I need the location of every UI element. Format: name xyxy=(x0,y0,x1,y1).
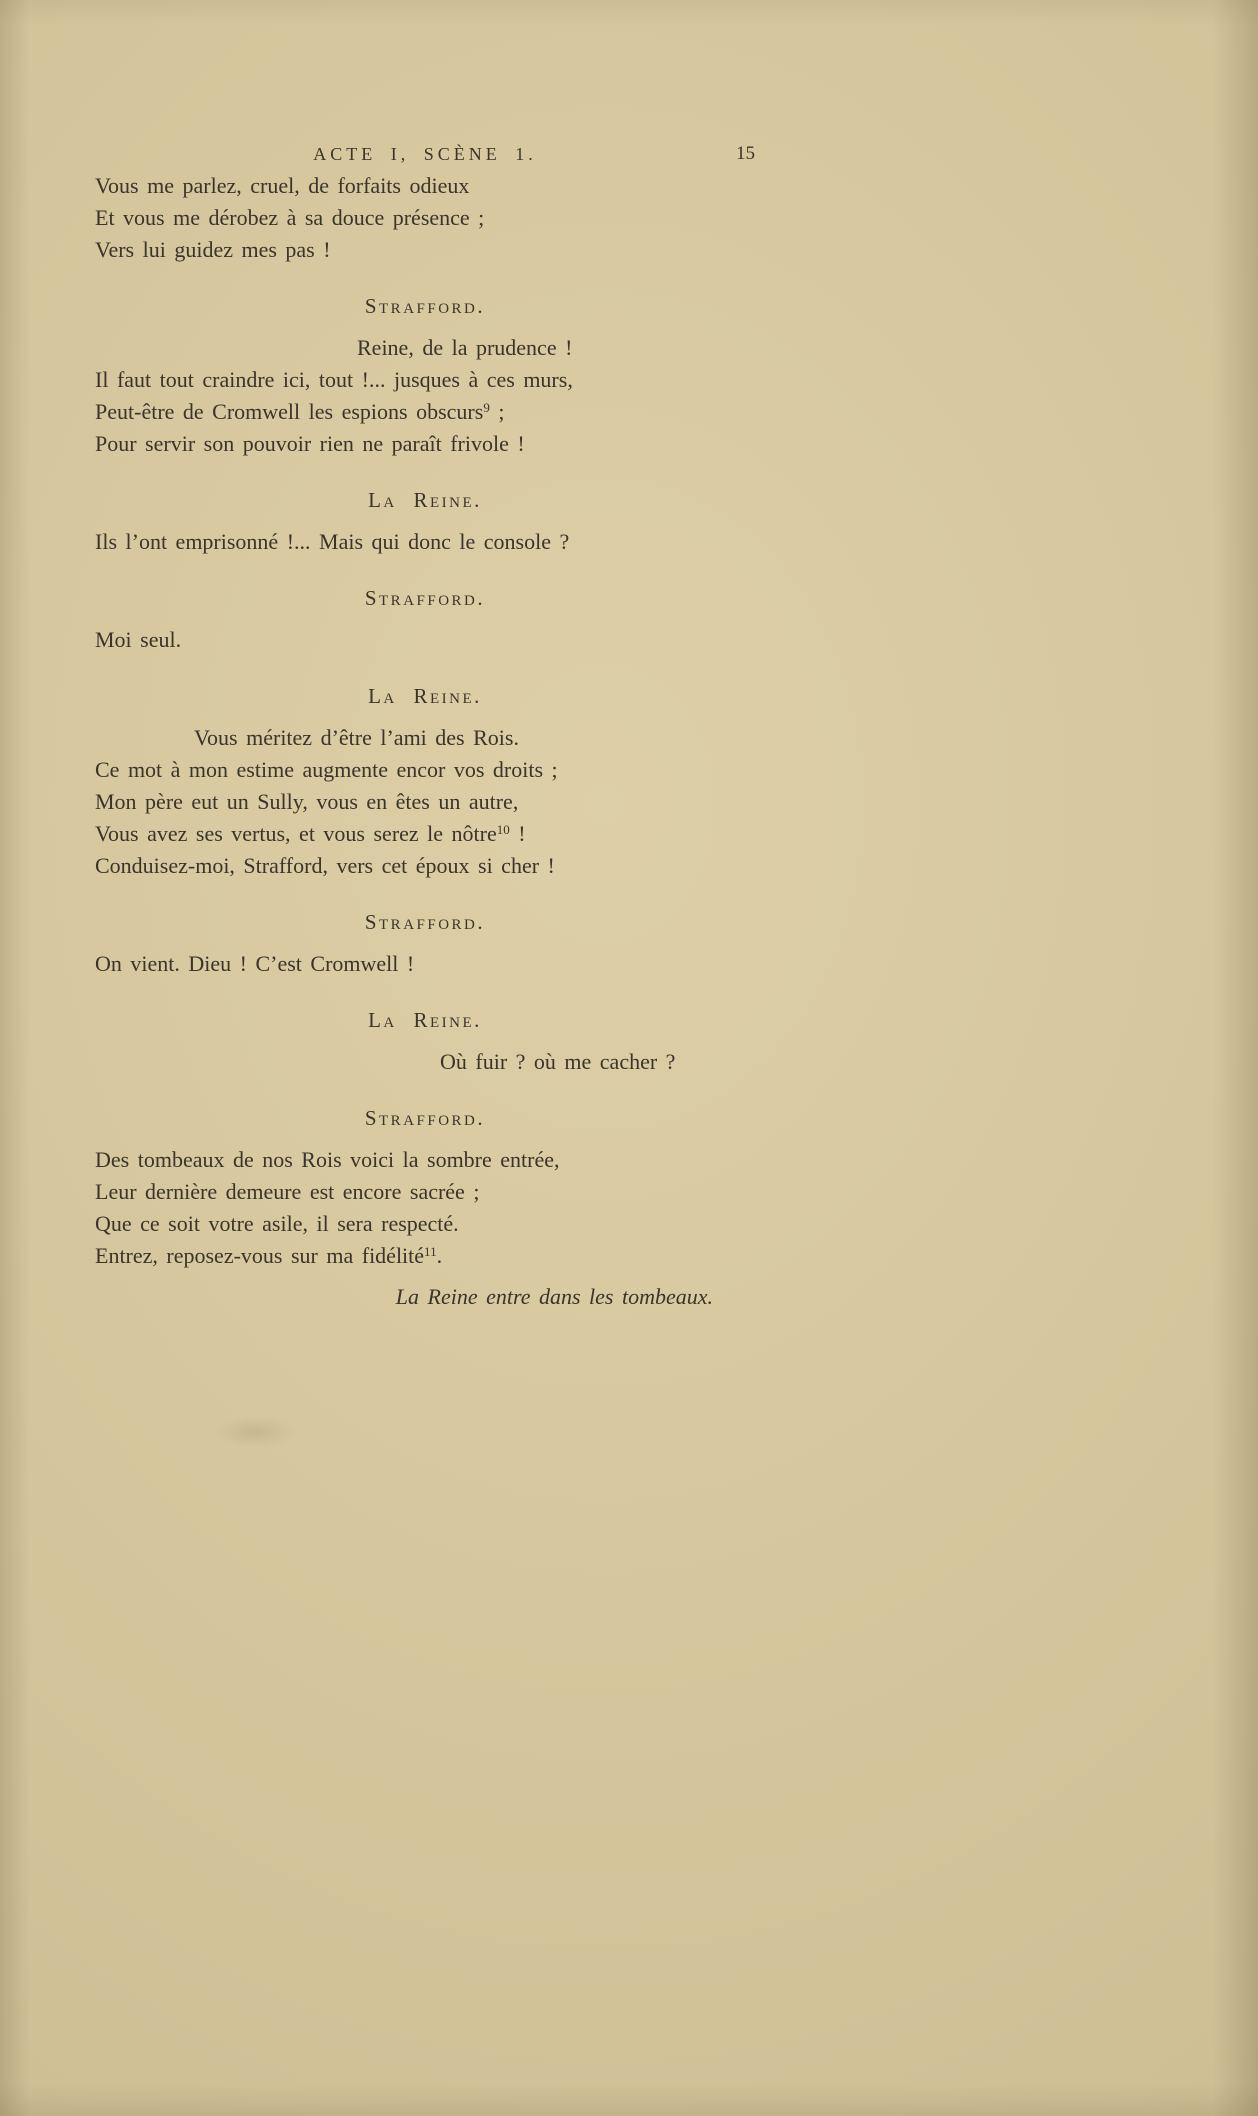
verse-text: ! xyxy=(509,821,526,846)
verse-line: Vous méritez d’être l’ami des Rois. xyxy=(194,725,519,750)
verse-line xyxy=(95,396,755,428)
speaker-name: Strafford. xyxy=(364,1106,486,1130)
verse-line: Moi seul. xyxy=(95,627,182,652)
verse-line: Et vous me dérobez à sa douce présence ; xyxy=(95,205,485,230)
verse-text: ; xyxy=(489,399,505,424)
verse-text: . xyxy=(436,1243,443,1268)
verse-line xyxy=(95,1240,755,1272)
verse-line: Où fuir ? où me cacher ? xyxy=(440,1049,676,1074)
verse-line: Il faut tout craindre ici, tout !... jusques à ces murs, xyxy=(95,367,573,392)
verse-line: Pour servir son pouvoir rien ne paraît frivole ! xyxy=(95,431,525,456)
speaker-name: Strafford. xyxy=(364,586,486,610)
speaker-name: La Reine. xyxy=(368,1008,482,1032)
speaker-name: La Reine. xyxy=(368,488,482,512)
running-head: ACTE I, SCÈNE 1. xyxy=(313,144,537,164)
verse-line: Ils l’ont emprisonné !... Mais qui donc le console ? xyxy=(95,529,570,554)
footnote-ref: 11 xyxy=(424,1244,437,1259)
speaker-name: La Reine. xyxy=(368,684,482,708)
stage-direction: La Reine entre dans les tombeaux. xyxy=(395,1284,713,1309)
verse-line: Vous me parlez, cruel, de forfaits odieux xyxy=(95,173,470,198)
verse-line: Reine, de la prudence ! xyxy=(357,335,573,360)
speaker-name: Strafford. xyxy=(364,910,486,934)
verse-line xyxy=(95,818,755,850)
verse-line: On vient. Dieu ! C’est Cromwell ! xyxy=(95,951,415,976)
verse-line: Des tombeaux de nos Rois voici la sombre entrée, xyxy=(95,1147,560,1172)
footnote-ref: 9 xyxy=(483,400,490,415)
verse-text: Vous avez ses vertus, et vous serez le nôtre xyxy=(95,821,497,846)
verse-text: Entrez, reposez-vous sur ma fidélité xyxy=(95,1243,425,1268)
page-number: 15 xyxy=(736,143,755,164)
verse-line: Vers lui guidez mes pas ! xyxy=(95,237,331,262)
verse-line: Leur dernière demeure est encore sacrée ; xyxy=(95,1179,480,1204)
speaker-name: Strafford. xyxy=(364,294,486,318)
verse-line: Mon père eut un Sully, vous en êtes un autre, xyxy=(95,789,519,814)
text-column xyxy=(95,142,755,1312)
verse-line: Conduisez-moi, Strafford, vers cet époux si cher ! xyxy=(95,853,555,878)
verse-text: Peut-être de Cromwell les espions obscurs xyxy=(95,399,484,424)
page-header xyxy=(95,142,755,166)
verse-line: Ce mot à mon estime augmente encor vos droits ; xyxy=(95,757,558,782)
verse-line: Que ce soit votre asile, il sera respecté. xyxy=(95,1211,459,1236)
footnote-ref: 10 xyxy=(496,822,510,837)
